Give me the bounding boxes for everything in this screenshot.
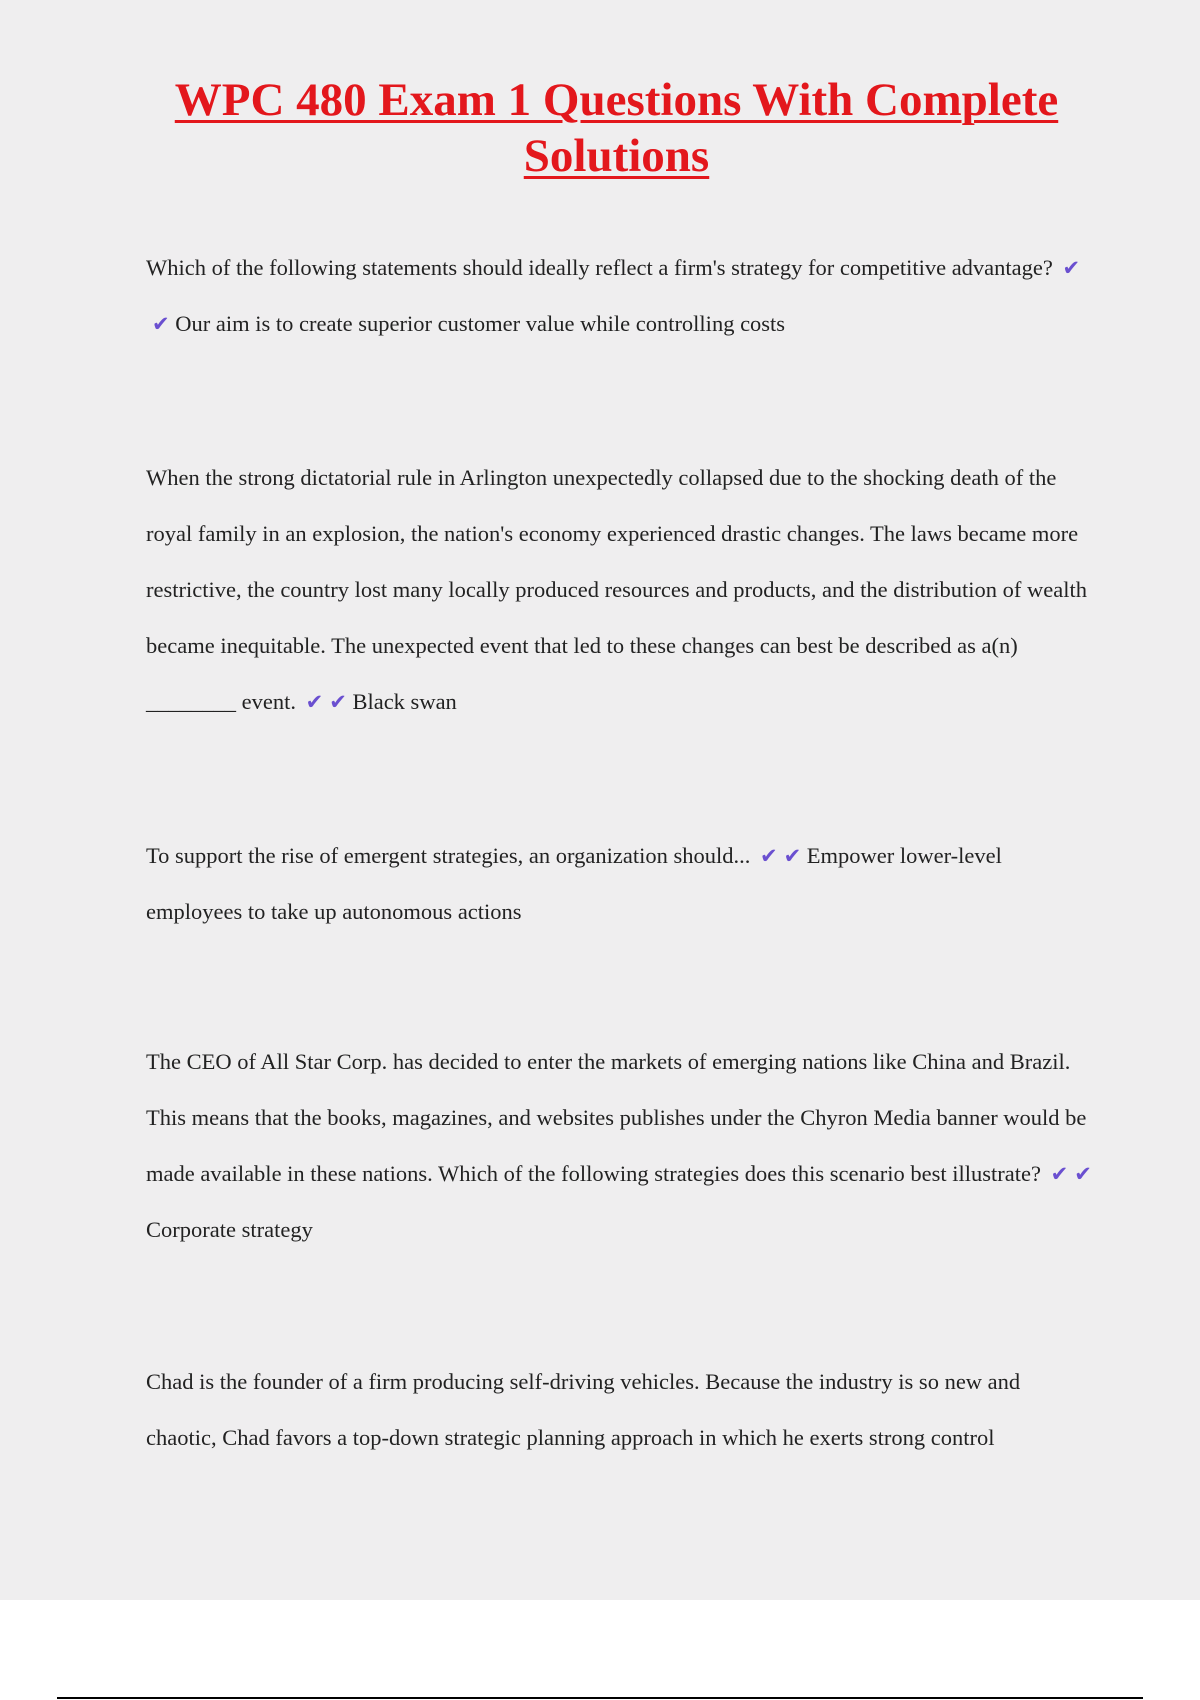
qa-item-1 — [146, 240, 1096, 352]
check-icon: ✔ — [1050, 1162, 1069, 1186]
check-icon: ✔ — [1062, 256, 1081, 280]
question-text: To support the rise of emergent strategies, an organization should... — [146, 843, 751, 868]
question-text: Which of the following statements should ideally reflect a firm's strategy for competitive advantage? — [146, 255, 1053, 280]
qa-item-5 — [146, 1354, 1096, 1466]
qa-item-3 — [146, 828, 1096, 940]
question-text: The CEO of All Star Corp. has decided to enter the markets of emerging nations like China and Brazil. This means that the books, magazines, and websites publishes under the Chyron Media banner would be made available in these nations. Which of the following strategies does this scenario best illustrate? — [146, 1049, 1087, 1186]
check-icon: ✔ — [329, 690, 347, 714]
footer-divider — [57, 1697, 1143, 1699]
qa-item-4 — [146, 1034, 1096, 1258]
question-text: Chad is the founder of a firm producing self-driving vehicles. Because the industry is so new and chaotic, Chad favors a top-down strategic planning approach in which he exerts strong control — [146, 1369, 1021, 1450]
answer-text: Our aim is to create superior customer value while controlling costs — [175, 311, 786, 336]
document-title: WPC 480 Exam 1 Questions With Complete Solutions — [174, 74, 1059, 182]
answer-text: Corporate strategy — [146, 1217, 313, 1242]
check-icon: ✔ — [759, 844, 778, 868]
check-icon: ✔ — [305, 690, 324, 714]
answer-text: Black swan — [352, 689, 457, 714]
qa-item-2 — [146, 450, 1096, 730]
check-icon: ✔ — [1074, 1162, 1092, 1186]
check-icon: ✔ — [152, 312, 170, 336]
answer-text: Empower lower-level employees to take up autonomous actions — [146, 843, 1002, 924]
question-text: When the strong dictatorial rule in Arlington unexpectedly collapsed due to the shocking death of the royal family in an explosion, the nation's economy experienced drastic changes. The laws became more restrictive, the country lost many locally produced resources and products, and the distribution of wealth became inequitable. The unexpected event that led to these changes can best be described as a(n) ________ event. — [146, 465, 1087, 714]
check-icon: ✔ — [783, 844, 802, 868]
